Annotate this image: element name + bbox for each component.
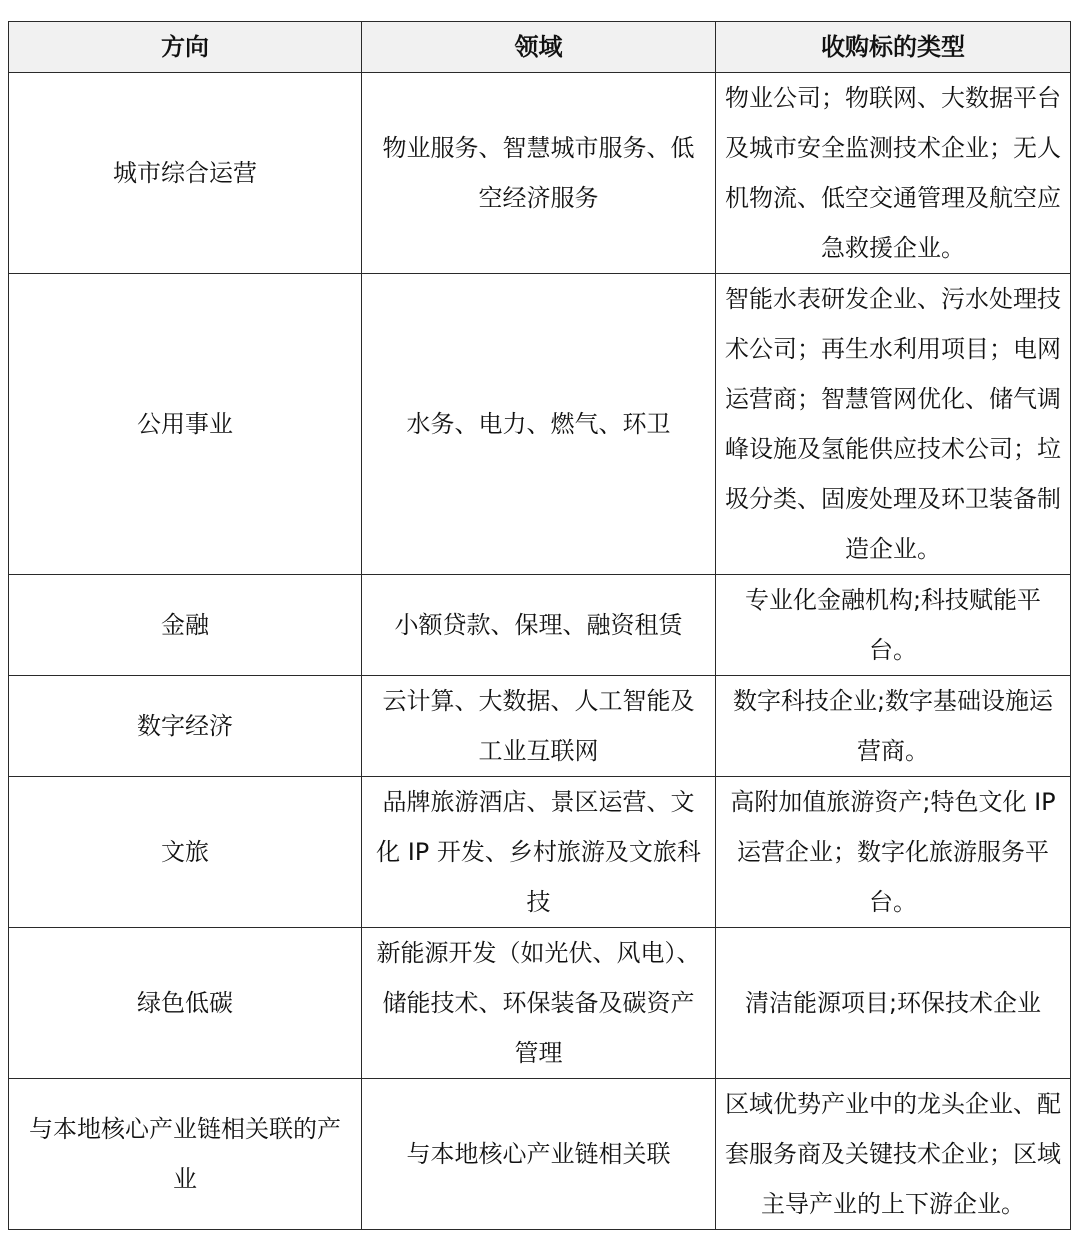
cell-target-type: 高附加值旅游资产;特色文化 IP 运营企业；数字化旅游服务平台。 xyxy=(716,777,1071,928)
cell-target-type: 智能水表研发企业、污水处理技术公司；再生水利用项目；电网运营商；智慧管网优化、储气调峰设施及氢能供应技术公司；垃圾分类、固废处理及环卫装备制造企业。 xyxy=(716,274,1071,575)
cell-direction: 绿色低碳 xyxy=(9,928,362,1079)
cell-direction: 金融 xyxy=(9,575,362,676)
table-row xyxy=(9,1079,1071,1230)
table-header-row xyxy=(9,22,1071,73)
cell-field: 品牌旅游酒店、景区运营、文化 IP 开发、乡村旅游及文旅科技 xyxy=(362,777,716,928)
table-row xyxy=(9,575,1071,676)
cell-field: 小额贷款、保理、融资租赁 xyxy=(362,575,716,676)
cell-field: 新能源开发（如光伏、风电）、储能技术、环保装备及碳资产管理 xyxy=(362,928,716,1079)
cell-target-type: 区域优势产业中的龙头企业、配套服务商及关键技术企业；区域主导产业的上下游企业。 xyxy=(716,1079,1071,1230)
cell-direction: 公用事业 xyxy=(9,274,362,575)
table-row xyxy=(9,777,1071,928)
cell-target-type: 专业化金融机构;科技赋能平台。 xyxy=(716,575,1071,676)
cell-field: 物业服务、智慧城市服务、低空经济服务 xyxy=(362,73,716,274)
cell-target-type: 数字科技企业;数字基础设施运营商。 xyxy=(716,676,1071,777)
cell-target-type: 清洁能源项目;环保技术企业 xyxy=(716,928,1071,1079)
acquisition-table-container xyxy=(8,21,1070,1230)
cell-field: 水务、电力、燃气、环卫 xyxy=(362,274,716,575)
cell-direction: 文旅 xyxy=(9,777,362,928)
cell-field: 云计算、大数据、人工智能及工业互联网 xyxy=(362,676,716,777)
header-field: 领域 xyxy=(362,22,716,73)
table-row xyxy=(9,274,1071,575)
table-row xyxy=(9,676,1071,777)
acquisition-table xyxy=(8,21,1071,1230)
table-row xyxy=(9,73,1071,274)
cell-target-type: 物业公司；物联网、大数据平台及城市安全监测技术企业；无人机物流、低空交通管理及航空应急救援企业。 xyxy=(716,73,1071,274)
header-direction: 方向 xyxy=(9,22,362,73)
cell-field: 与本地核心产业链相关联 xyxy=(362,1079,716,1230)
cell-direction: 与本地核心产业链相关联的产业 xyxy=(9,1079,362,1230)
header-target-type: 收购标的类型 xyxy=(716,22,1071,73)
cell-direction: 城市综合运营 xyxy=(9,73,362,274)
table-row xyxy=(9,928,1071,1079)
cell-direction: 数字经济 xyxy=(9,676,362,777)
